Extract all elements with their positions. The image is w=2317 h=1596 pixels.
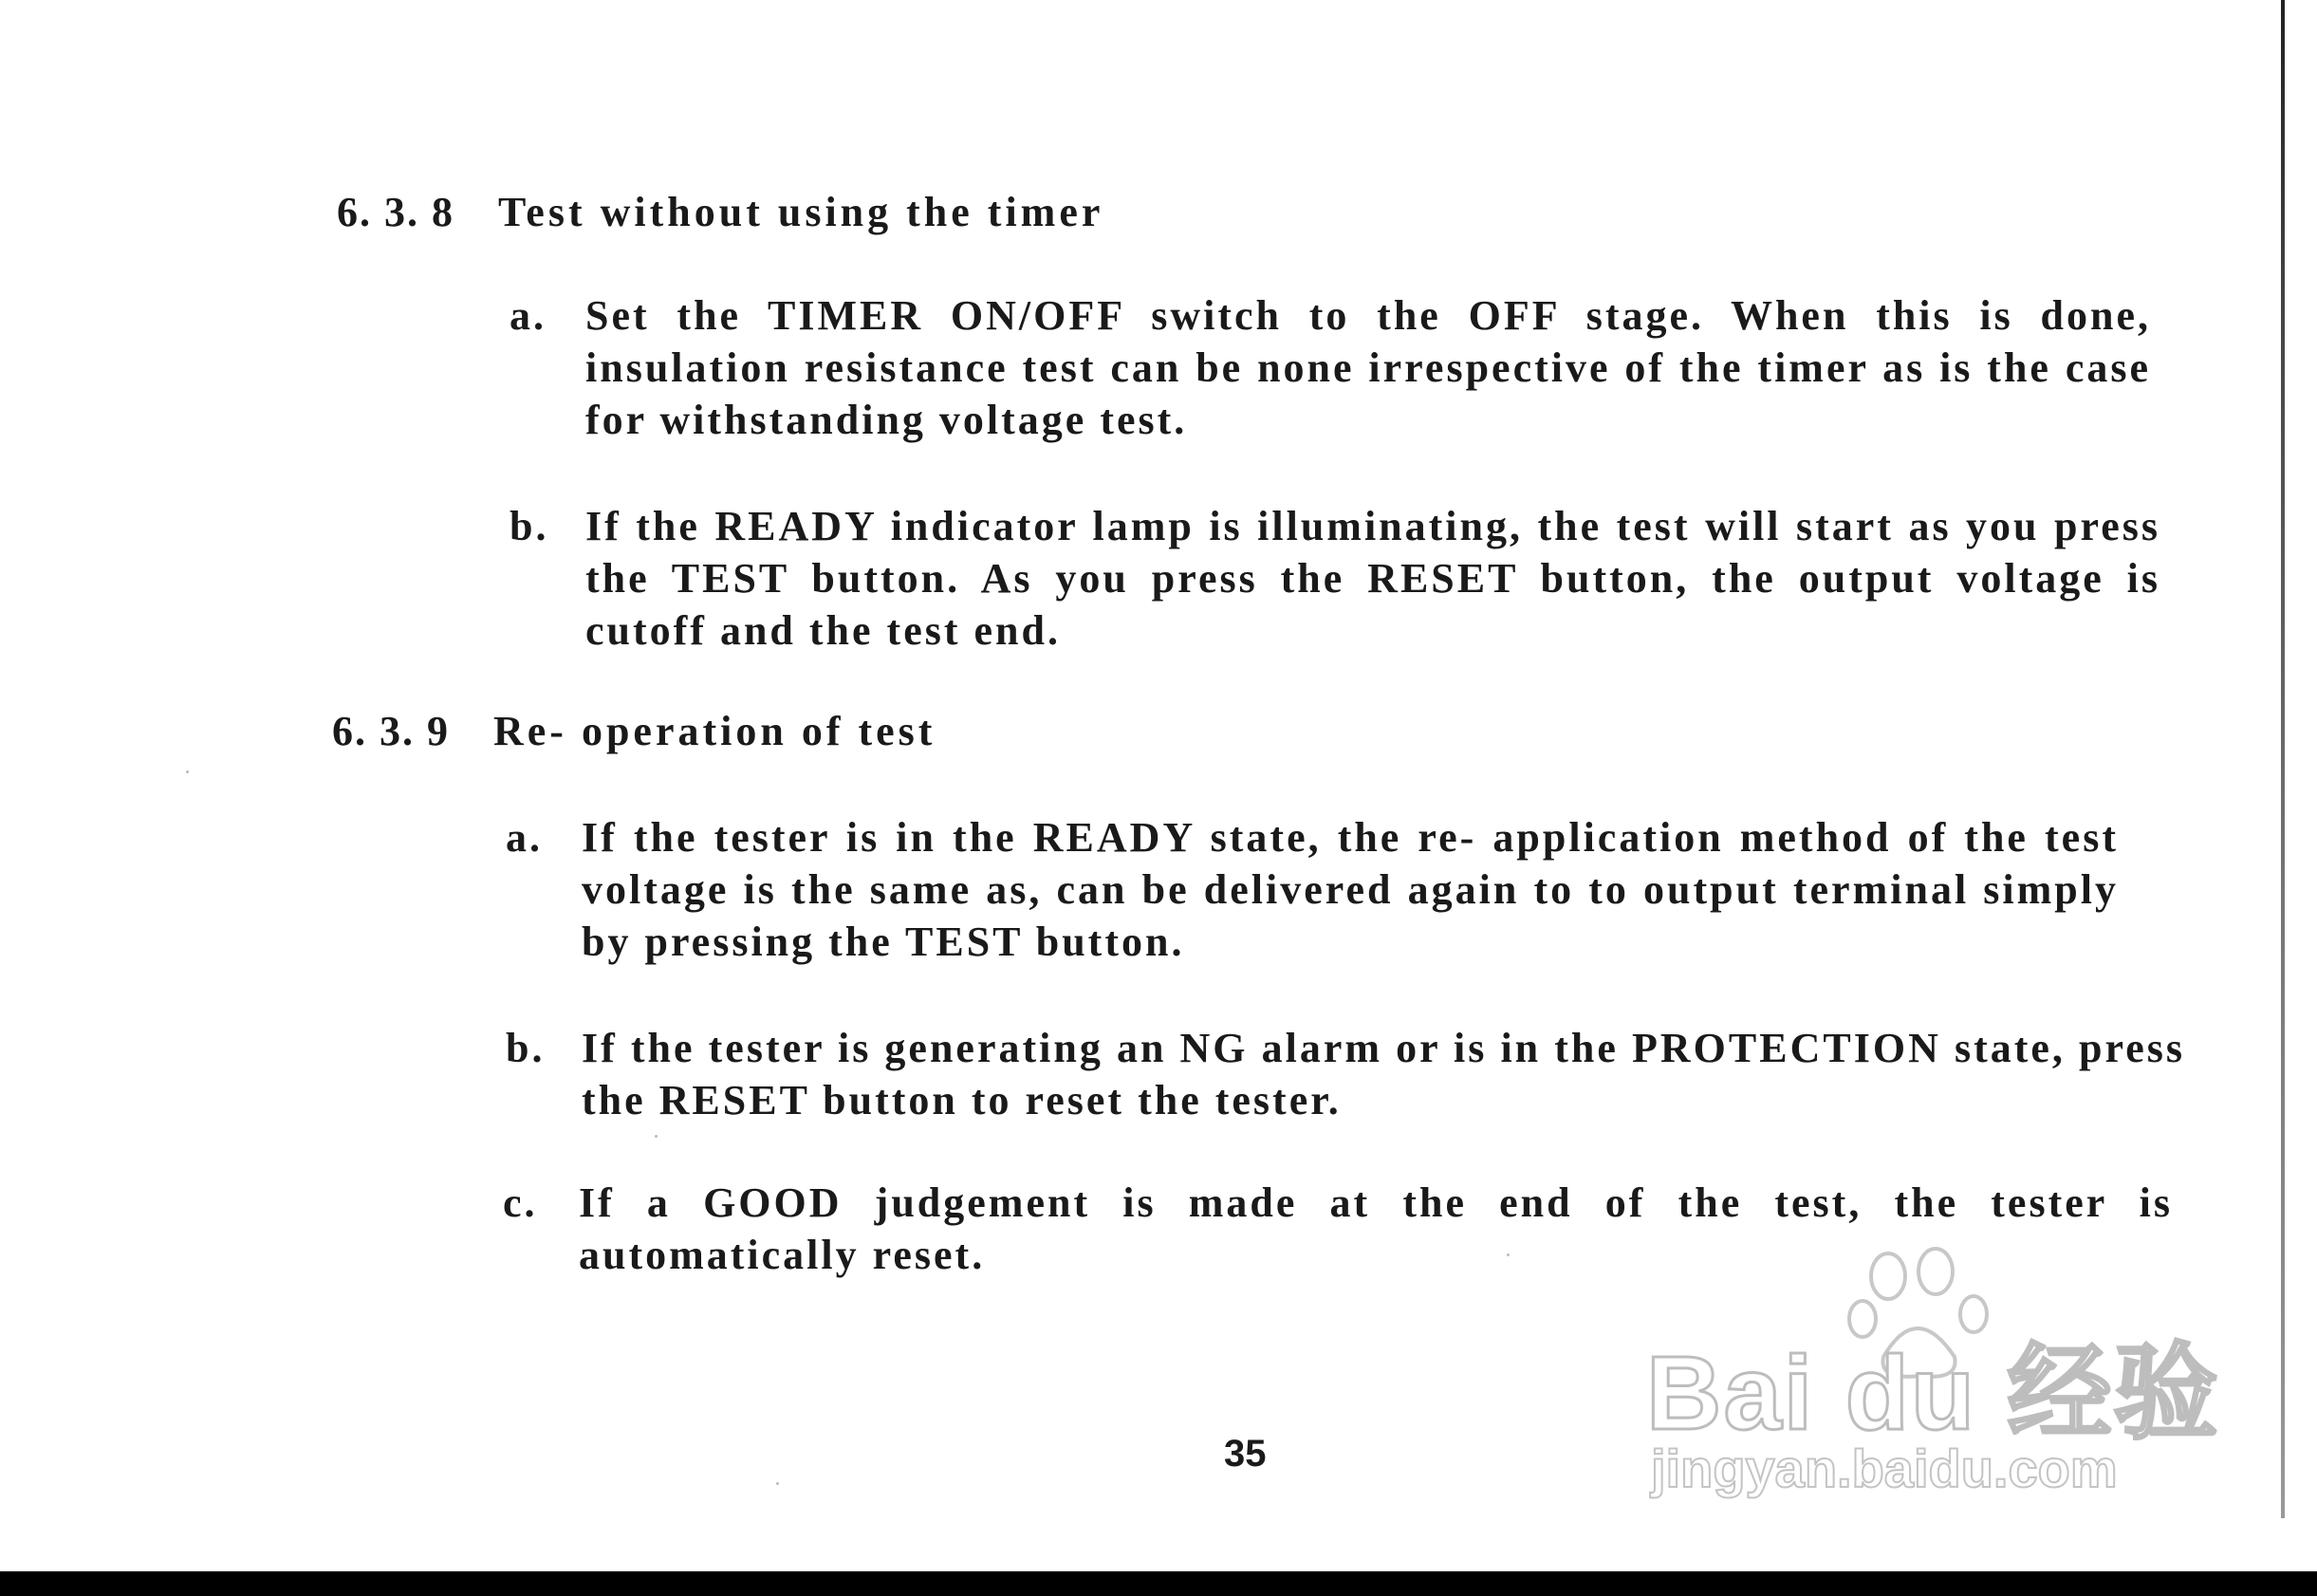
scan-speck (1507, 1253, 1510, 1256)
section-title: Re- operation of test (493, 708, 936, 754)
scan-speck (776, 1482, 779, 1485)
list-item-6-3-8-b (510, 500, 2160, 657)
item-text: If the tester is generating an NG alarm or is in the PROTECTION state, press the RESET button to reset the tester. (582, 1025, 2185, 1123)
scan-edge-line (2281, 0, 2285, 1518)
item-marker: c. (503, 1179, 538, 1226)
scan-speck (655, 1135, 658, 1138)
page-number: 35 (1224, 1433, 1267, 1475)
watermark-url: jingyan.baidu.com (1651, 1438, 2118, 1498)
item-marker: a. (506, 814, 543, 861)
scan-speck (186, 770, 189, 773)
list-item-6-3-9-b (506, 1022, 2185, 1126)
list-item-6-3-9-a (506, 811, 2119, 968)
item-marker: b. (510, 503, 549, 549)
item-text: If a GOOD judgement is made at the end of the test, the tester is automatically reset. (579, 1179, 2173, 1278)
item-text: Set the TIMER ON/OFF switch to the OFF stage. When this is done, insulation resistance test can be none irrespective of the timer as is the case for withstanding voltage test. (585, 292, 2151, 443)
section-heading-6-3-8 (337, 188, 1103, 236)
section-heading-6-3-9 (332, 707, 936, 755)
baidu-watermark (1632, 1243, 2220, 1518)
item-marker: b. (506, 1025, 546, 1071)
scan-bottom-border (0, 1571, 2317, 1596)
section-title: Test without using the timer (498, 189, 1104, 235)
section-number: 6. 3. 9 (332, 708, 450, 754)
watermark-brand: Bai du 经验 (1646, 1335, 2220, 1452)
item-marker: a. (510, 292, 547, 339)
section-number: 6. 3. 8 (337, 189, 454, 235)
item-text: If the tester is in the READY state, the re- application method of the test voltage is the same as, can be delivered again to to output terminal simply by pressing the TEST button. (582, 814, 2119, 965)
item-text: If the READY indicator lamp is illuminating, the test will start as you press the TEST button. As you press the RESET button, the output voltage is cutoff and the test end. (585, 503, 2160, 654)
list-item-6-3-8-a (510, 289, 2151, 446)
